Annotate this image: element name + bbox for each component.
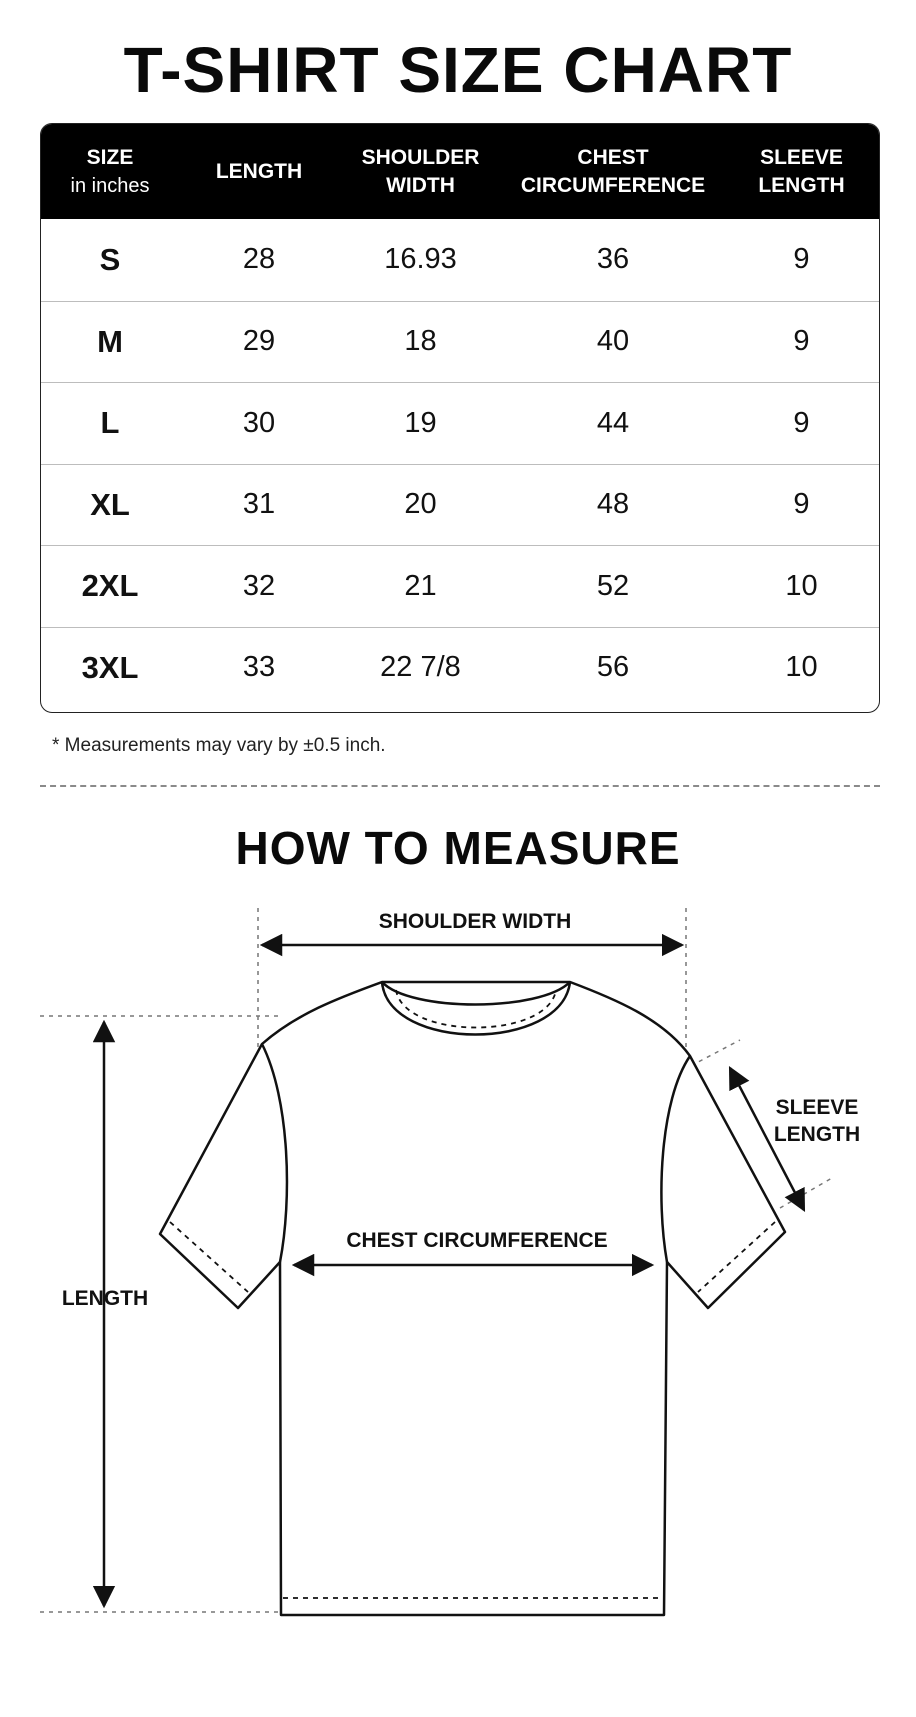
header-chest-line2: CIRCUMFERENCE — [520, 173, 706, 197]
how-to-measure-title: HOW TO MEASURE — [235, 822, 681, 874]
table-body — [41, 219, 879, 708]
table-row — [41, 219, 879, 301]
size-table — [40, 123, 880, 713]
cell-size: XL — [90, 486, 130, 522]
cell-shoulder: 22 7/8 — [380, 651, 461, 684]
cell-sleeve: 9 — [793, 325, 810, 358]
cell-sleeve: 9 — [793, 406, 810, 439]
cell-chest: 36 — [596, 243, 630, 276]
cell-shoulder: 21 — [404, 569, 437, 602]
table-row — [41, 627, 879, 709]
label-sleeve-line1: SLEEVE — [775, 1096, 859, 1119]
cell-length: 30 — [242, 406, 276, 439]
cell-length: 28 — [242, 243, 276, 276]
header-size-label: SIZE — [86, 145, 134, 169]
cell-size: 3XL — [81, 649, 139, 685]
cell-shoulder: 16.93 — [384, 243, 457, 276]
header-sleeve-line2: LENGTH — [758, 173, 845, 197]
header-size — [41, 124, 179, 219]
cell-sleeve: 10 — [785, 569, 818, 602]
measurement-note: * Measurements may vary by ±0.5 inch. — [52, 735, 386, 756]
cell-sleeve: 9 — [793, 243, 810, 276]
cell-chest: 52 — [596, 569, 630, 602]
header-size-unit: in inches — [70, 174, 150, 197]
sleeve-bottom-guide — [780, 1178, 832, 1208]
cell-chest: 40 — [596, 325, 630, 358]
cell-sleeve: 9 — [793, 488, 810, 521]
page-title: T-SHIRT SIZE CHART — [123, 34, 793, 106]
header-chest — [502, 124, 724, 219]
cell-sleeve: 10 — [785, 651, 818, 684]
label-length: LENGTH — [61, 1287, 149, 1310]
tshirt-silhouette — [160, 982, 785, 1615]
cell-length: 33 — [242, 651, 276, 684]
cell-size: S — [99, 241, 121, 277]
label-sleeve-line2: LENGTH — [773, 1123, 861, 1146]
label-chest: CHEST CIRCUMFERENCE — [346, 1229, 608, 1252]
header-shoulder-line2: WIDTH — [386, 173, 455, 197]
cell-chest: 48 — [596, 488, 630, 521]
header-length-label: LENGTH — [215, 159, 303, 183]
header-sleeve — [724, 124, 879, 219]
section-divider — [40, 785, 880, 787]
cell-shoulder: 19 — [404, 406, 437, 439]
table-row — [41, 382, 879, 464]
cell-shoulder: 18 — [404, 325, 437, 358]
header-chest-line1: CHEST — [577, 145, 649, 169]
cell-length: 29 — [242, 325, 276, 358]
label-sleeve-length — [752, 1094, 882, 1148]
cell-size: L — [100, 405, 120, 441]
table-row — [41, 545, 879, 627]
header-sleeve-line1: SLEEVE — [760, 145, 843, 169]
table-header — [41, 124, 879, 219]
cell-chest: 56 — [596, 651, 630, 684]
cell-size: 2XL — [81, 568, 139, 604]
cell-shoulder: 20 — [404, 488, 437, 521]
table-row — [41, 301, 879, 383]
cell-chest: 44 — [596, 406, 630, 439]
header-shoulder-width — [339, 124, 502, 219]
label-shoulder-width: SHOULDER WIDTH — [378, 910, 572, 933]
header-shoulder-line1: SHOULDER — [361, 145, 480, 169]
cell-length: 32 — [242, 569, 276, 602]
cell-length: 31 — [242, 488, 276, 521]
table-row — [41, 464, 879, 546]
header-length — [179, 124, 339, 219]
cell-size: M — [97, 323, 123, 359]
